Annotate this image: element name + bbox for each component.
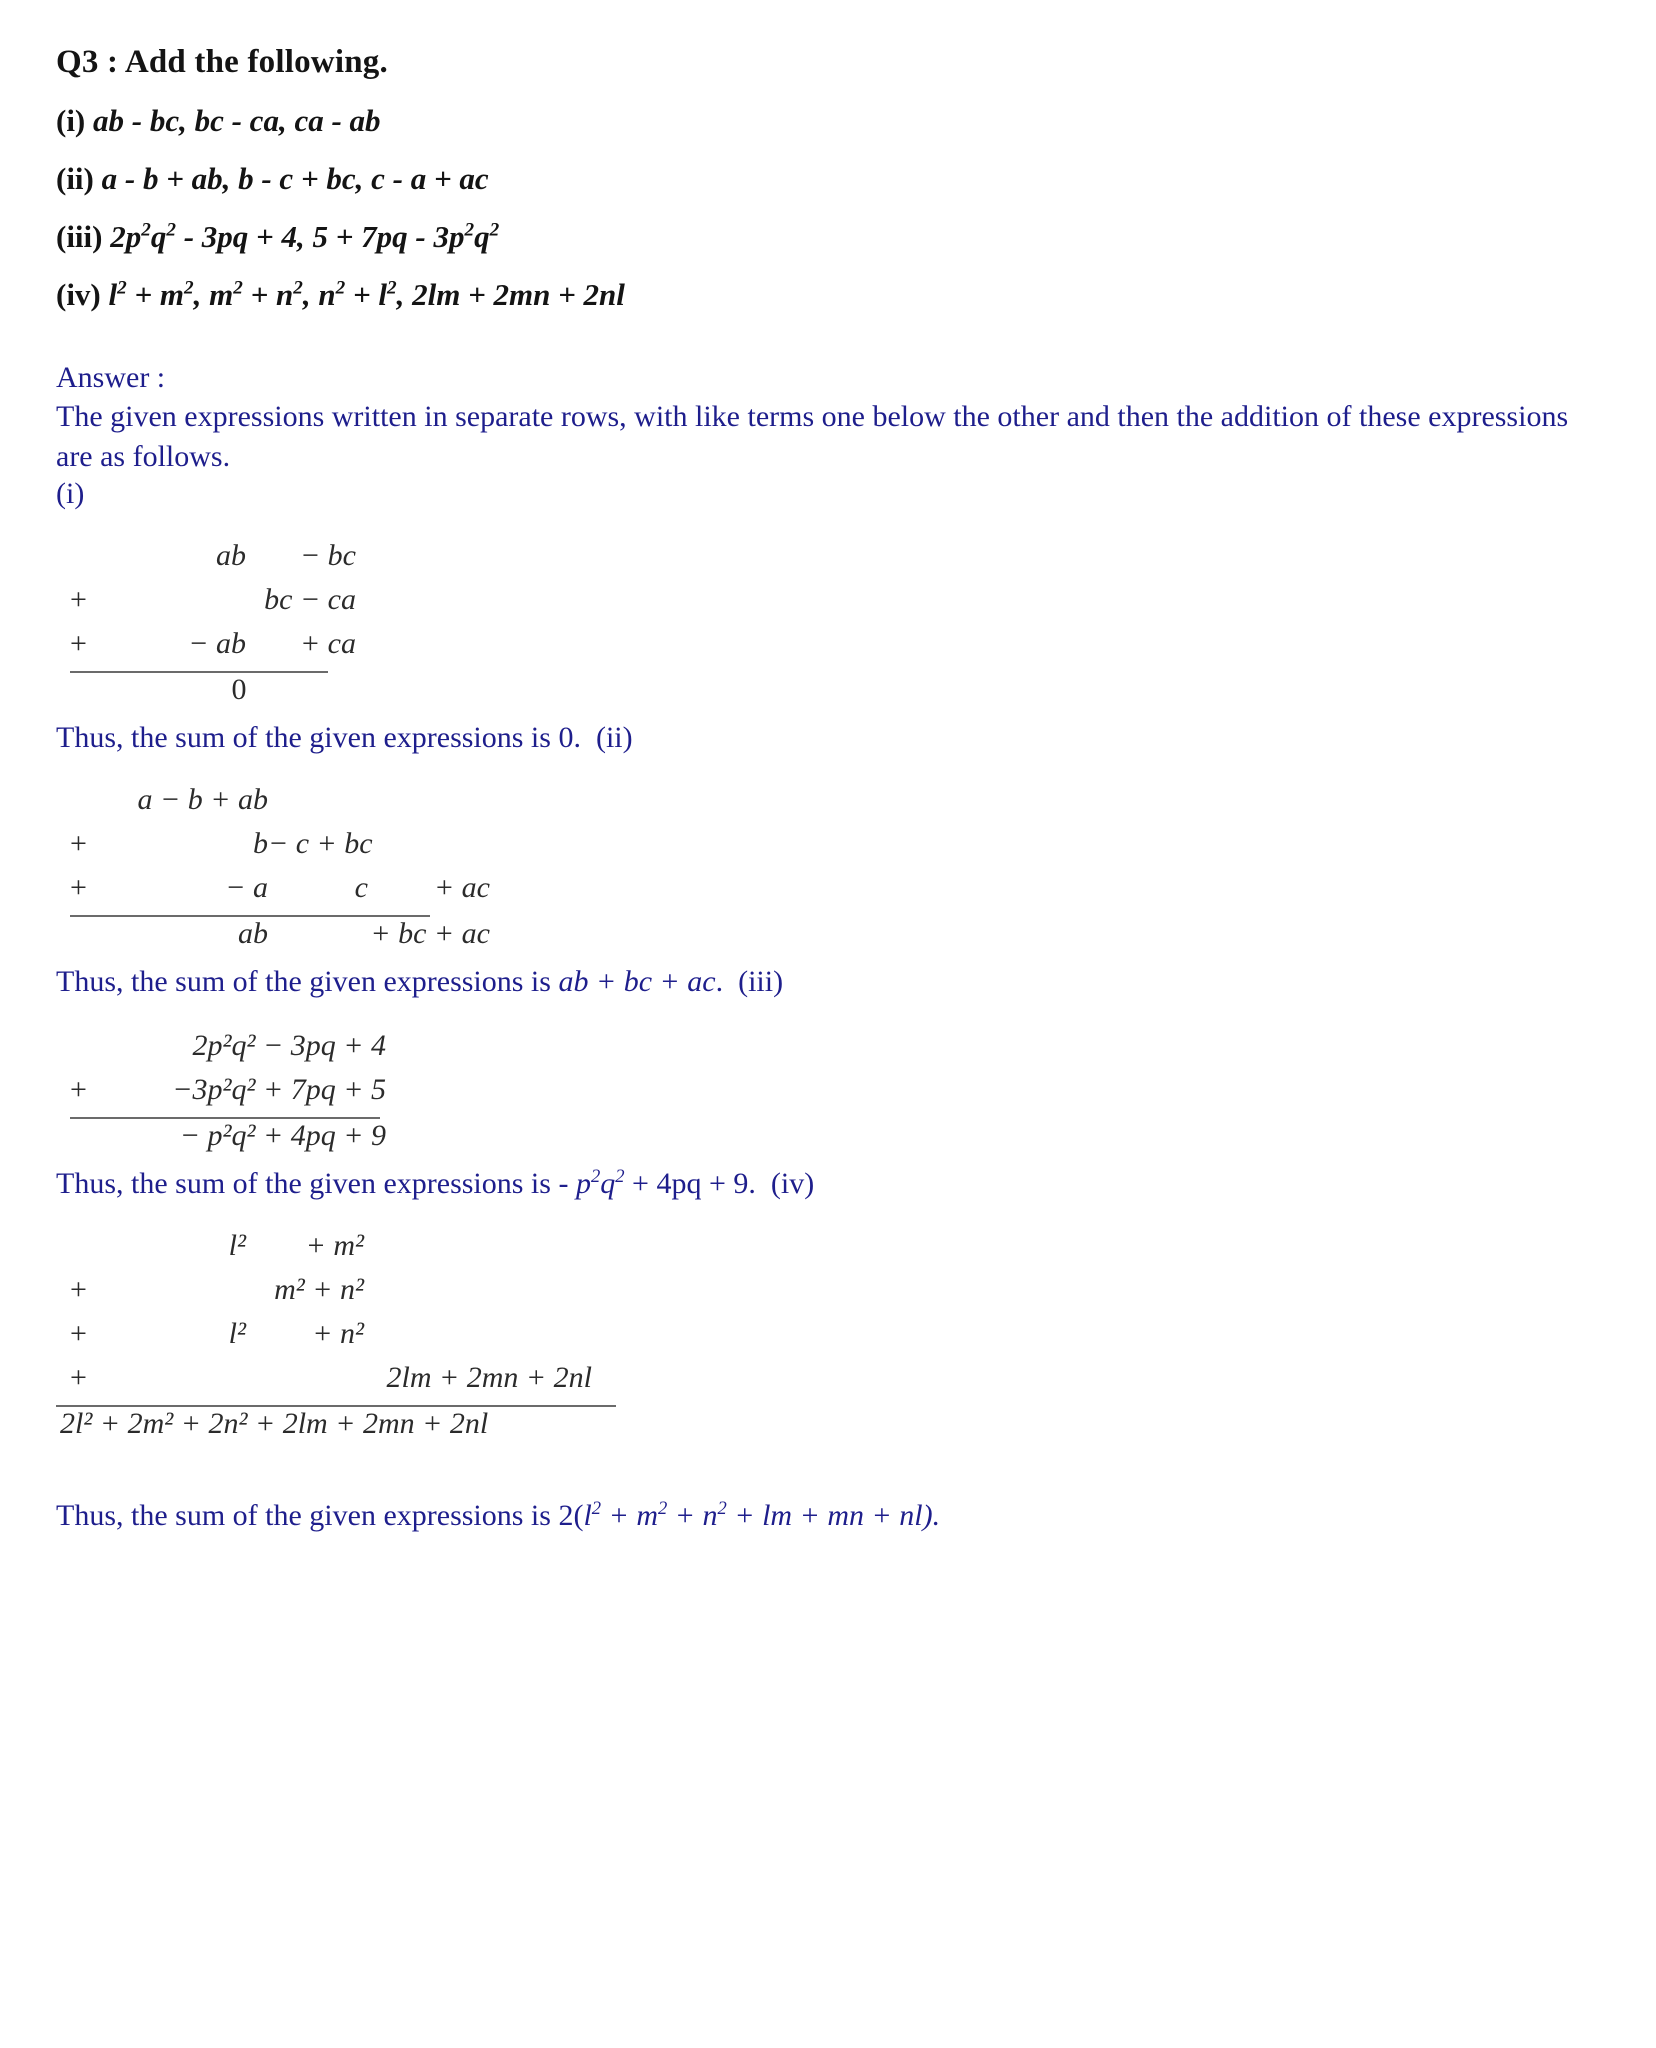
- conclusion-iii-text: Thus, the sum of the given expressions is -: [56, 1166, 576, 1200]
- plus-sign: +: [70, 1272, 87, 1306]
- addition-row: [56, 1317, 1600, 1361]
- question-item-i-label: (i): [56, 103, 86, 138]
- answer-label: Answer :: [56, 361, 166, 394]
- conclusion-iii: [56, 1167, 1600, 1201]
- term-cell: − c + bc: [268, 826, 373, 860]
- plus-sign: +: [70, 826, 87, 860]
- conclusion-ii-text: Thus, the sum of the given expressions is: [56, 964, 559, 998]
- term-cell: bc − ca: [264, 582, 356, 616]
- term-cell: 2p²q² − 3pq + 4: [192, 1028, 386, 1062]
- addition-row: [56, 1229, 1600, 1273]
- question-item-iii-label: (iii): [56, 219, 103, 254]
- conclusion-ii: [56, 965, 1600, 999]
- page-title: Q3 : Add the following.: [56, 44, 388, 80]
- conclusion-i-text: Thus, the sum of the given expressions is 0.: [56, 720, 581, 754]
- question-item-i: [56, 103, 1600, 139]
- addition-row: [56, 583, 1600, 627]
- conclusion-ii-tail: .: [715, 964, 724, 998]
- conclusion-iv: [56, 1499, 1600, 1533]
- term-cell: 2lm + 2mn + 2nl: [386, 1360, 592, 1394]
- term-cell: −3p²q² + 7pq + 5: [172, 1072, 386, 1106]
- term-cell: − bc: [299, 538, 356, 572]
- term-cell: − a: [225, 870, 268, 904]
- term-cell: + ac: [433, 870, 490, 904]
- term-cell: − ab: [188, 626, 246, 660]
- addition-result-row: [56, 673, 1600, 721]
- conclusion-iii-expression: $p^2q^2$: [575, 1165, 625, 1200]
- addition-row: [56, 627, 1600, 671]
- plus-sign: +: [70, 1072, 87, 1106]
- question-item-ii-expression: a - b + ab, b - c + bc, c - a + ac: [101, 161, 489, 196]
- answer-part-iv-label: (iv): [770, 1166, 815, 1200]
- plus-sign: +: [70, 1316, 87, 1350]
- plus-sign: +: [70, 626, 87, 660]
- addition-block-iii: [56, 1029, 1600, 1167]
- term-cell: ab: [216, 538, 246, 572]
- answer-part-ii-label: (ii): [595, 720, 633, 754]
- term-cell: a − b + ab: [137, 782, 268, 816]
- sum-result: 0: [231, 672, 247, 706]
- sum-result: ab: [238, 916, 268, 950]
- term-cell: l²: [228, 1228, 246, 1262]
- conclusion-iv-text: Thus, the sum of the given expressions is 2(: [56, 1498, 584, 1532]
- plus-sign: +: [70, 582, 87, 616]
- sum-result: − p²q² + 4pq + 9: [179, 1118, 386, 1152]
- addition-row: [56, 871, 1600, 915]
- addition-block-i: [56, 539, 1600, 721]
- addition-block-ii: [56, 783, 1600, 965]
- addition-result-row: [56, 1119, 1600, 1167]
- conclusion-iii-tail: + 4pq + 9.: [624, 1166, 756, 1200]
- answer-intro-paragraph: The given expressions written in separate rows, with like terms one below the other and then the addition of these expressions are as follows.: [56, 400, 1569, 473]
- addition-block-iv: [56, 1229, 1600, 1455]
- question-item-iii: [56, 219, 1600, 255]
- term-cell: l²: [228, 1316, 246, 1350]
- term-cell: + ca: [299, 626, 356, 660]
- sum-result: 2l² + 2m² + 2n² + 2lm + 2mn + 2nl: [60, 1406, 489, 1440]
- plus-sign: +: [70, 1360, 87, 1394]
- conclusion-ii-expression: ab + bc + ac: [558, 964, 716, 998]
- addition-row: [56, 1273, 1600, 1317]
- question-item-iv-label: (iv): [56, 277, 101, 312]
- term-cell: m² + n²: [274, 1272, 364, 1306]
- term-cell: b: [253, 826, 268, 860]
- question-item-iii-expression: $2p^2q^2 - 3pq + 4$, $5 + 7pq - 3p^2q^2$: [110, 219, 500, 254]
- addition-result-row: [56, 917, 1600, 965]
- term-cell: + m²: [305, 1228, 364, 1262]
- addition-result-row: [56, 1407, 1600, 1455]
- term-cell: c: [354, 870, 368, 904]
- answer-section: [56, 361, 1600, 511]
- answer-part-iii-label: (iii): [738, 964, 784, 998]
- conclusion-i: [56, 721, 1600, 755]
- question-item-ii-label: (ii): [56, 161, 94, 196]
- answer-part-i-label: (i): [56, 476, 85, 510]
- conclusion-iv-expression: $l^2 + m^2 + n^2$: [583, 1497, 727, 1532]
- term-cell: + n²: [312, 1316, 364, 1350]
- question-item-i-expression: ab - bc, bc - ca, ca - ab: [93, 103, 381, 138]
- question-item-ii: [56, 161, 1600, 197]
- addition-row: [56, 539, 1600, 583]
- addition-row: [56, 783, 1600, 827]
- conclusion-iv-tail: + lm + mn + nl).: [726, 1498, 941, 1532]
- sum-result: + bc + ac: [370, 916, 490, 950]
- addition-row: [56, 827, 1600, 871]
- question-item-iv-expression: $l^2 + m^2$, $m^2 + n^2$, $n^2 + l^2$, 2lm + 2mn + 2nl: [108, 277, 625, 312]
- addition-row: [56, 1073, 1600, 1117]
- question-item-iv: [56, 277, 1600, 313]
- addition-row: [56, 1029, 1600, 1073]
- addition-row: [56, 1361, 1600, 1405]
- plus-sign: +: [70, 870, 87, 904]
